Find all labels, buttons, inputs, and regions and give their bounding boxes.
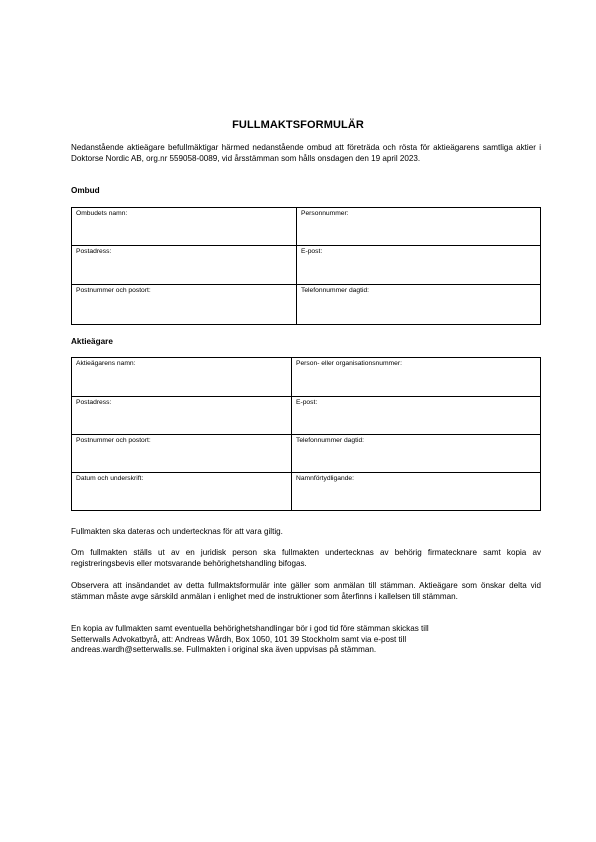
organisationsnummer-field[interactable] xyxy=(292,358,541,397)
personnummer-field[interactable] xyxy=(297,208,541,246)
ombudets-namn-field[interactable] xyxy=(72,208,297,246)
note-submission-line: En kopia av fullmakten samt eventuella behörighetshandlingar bör i god tid före stämman skickas till xyxy=(71,624,429,633)
note-submission-line: andreas.wardh@setterwalls.se. Fullmakten i original ska även uppvisas på stämman. xyxy=(71,645,377,655)
aktieagare-postnummer-field[interactable] xyxy=(72,435,292,473)
field-label: Namnförtydligande: xyxy=(296,475,354,482)
field-label: Personnummer: xyxy=(301,210,349,217)
field-label: Telefonnummer dagtid: xyxy=(296,437,365,444)
aktieagare-postadress-field[interactable] xyxy=(72,397,292,435)
ombud-postadress-field[interactable] xyxy=(72,246,297,285)
ombud-epost-field[interactable] xyxy=(297,246,541,285)
ombud-heading: Ombud xyxy=(71,186,100,195)
namnfortydligande-field[interactable] xyxy=(292,473,541,511)
field-label: E-post: xyxy=(301,248,323,255)
field-label: Datum och underskrift: xyxy=(76,475,144,482)
field-label: Person- eller organisationsnummer: xyxy=(296,360,402,367)
note-legal-person: Om fullmakten ställs ut av en juridisk person ska fullmakten undertecknas av behörig firmatecknare samt kopia av registreringsbevis eller motsvarande behörighetshandling bifogas. xyxy=(71,548,541,568)
table-row xyxy=(72,208,541,246)
ombud-telefon-field[interactable] xyxy=(297,285,541,325)
table-row xyxy=(72,358,541,397)
table-row xyxy=(72,285,541,325)
field-label: Postadress: xyxy=(76,399,112,406)
field-label: Postnummer och postort: xyxy=(76,437,151,444)
document-title: FULLMAKTSFORMULÄR xyxy=(232,119,364,131)
aktieagare-table xyxy=(71,357,541,511)
note-submission-line: Setterwalls Advokatbyrå, att: Andreas Wårdh, Box 1050, 101 39 Stockholm samt via e-post till xyxy=(71,634,407,644)
field-label: Telefonnummer dagtid: xyxy=(301,287,370,294)
ombud-table xyxy=(71,207,541,325)
note-validity: Fullmakten ska dateras och undertecknas för att vara giltig. xyxy=(71,527,283,536)
field-label: Postnummer och postort: xyxy=(76,287,151,294)
intro-paragraph: Nedanstående aktieägare befullmäktigar härmed nedanstående ombud att företräda och rösta för aktieägarens samtliga aktier i Doktorse Nordic AB, org.nr 559058-0089, vid årsstämman som hålls onsdagen den 19 april 2023. xyxy=(71,143,541,163)
ombud-postnummer-field[interactable] xyxy=(72,285,297,325)
note-submission xyxy=(71,624,541,656)
field-label: Ombudets namn: xyxy=(76,210,128,217)
field-label: E-post: xyxy=(296,399,318,406)
table-row xyxy=(72,397,541,435)
table-row xyxy=(72,246,541,285)
aktieagare-telefon-field[interactable] xyxy=(292,435,541,473)
field-label: Aktieägarens namn: xyxy=(76,360,136,367)
note-registration: Observera att insändandet av detta fullmaktsformulär inte gäller som anmälan till stämman. Aktieägare som önskar delta vid stämman måste avge särskild anmälan i enlighet med de instruktioner som återfinns i kallelsen till stämman. xyxy=(71,581,541,601)
field-label: Postadress: xyxy=(76,248,112,255)
table-row xyxy=(72,435,541,473)
table-row xyxy=(72,473,541,511)
aktieagarens-namn-field[interactable] xyxy=(72,358,292,397)
datum-underskrift-field[interactable] xyxy=(72,473,292,511)
aktieagare-epost-field[interactable] xyxy=(292,397,541,435)
aktieagare-heading: Aktieägare xyxy=(71,337,113,346)
